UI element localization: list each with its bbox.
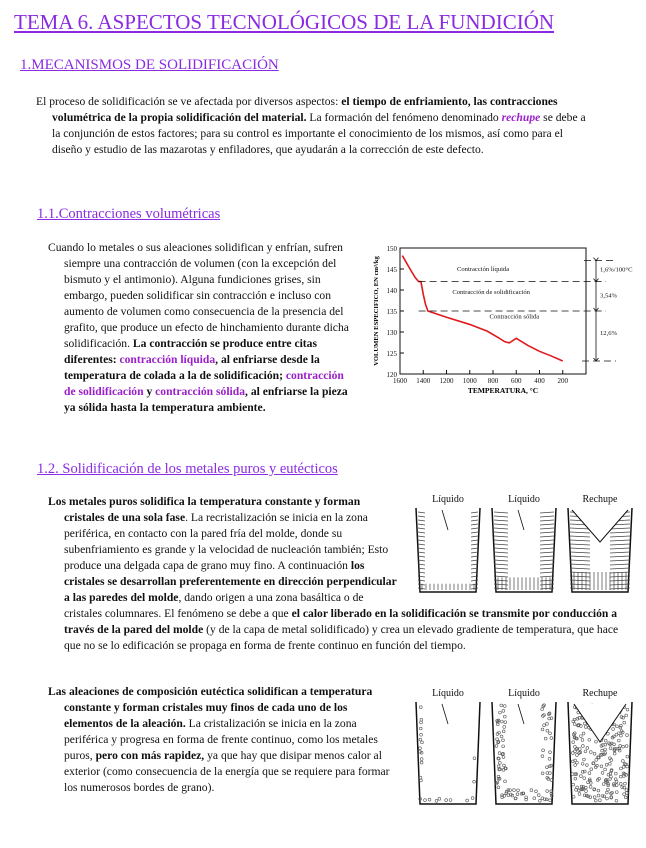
- eutectic-text-2: ya que hay que disipar menos calor al exterior (como consecuencia de la energía que se requiere para formar los numerosos bordes de grano).: [64, 749, 390, 794]
- figure-label: Rechupe: [582, 688, 618, 699]
- intro-end: se debe a la conjunción de estos factores; para su control es importante el conocimiento de los mismos, así como para el diseño y estudio de las mazarotas y enfiladores, que ayudarán a la corrección de este defecto.: [52, 111, 586, 156]
- float-spacer: [398, 494, 634, 598]
- contracciones-bold-2: , al enfriarse desde la temperatura de colada a la de solidificación;: [64, 353, 320, 382]
- eutectic-bold-1: Las aleaciones de composición eutéctica solidifican a temperatura constante y forman cristales muy finos de cada uno de los elementos de la aleación.: [48, 685, 373, 730]
- y-tick-label: 125: [386, 350, 397, 358]
- section-heading-solidificacion: 1.2. Solidificación de los metales puros y eutécticos: [37, 461, 338, 477]
- pure-metals-bold-1: Los metales puros solidifica la temperatura constante y forman cristales de una sola fase: [48, 495, 361, 524]
- pure-metals-text-2: , dando origen a una zona basáltica o de cristales columnares. El fenómeno se debe a que: [64, 591, 364, 620]
- section-heading-mecanismos: 1.MECANISMOS DE SOLIDIFICACIÓN: [20, 57, 279, 73]
- y-tick-label: 135: [386, 308, 397, 316]
- y-tick-label: 140: [386, 287, 397, 295]
- annotation-percent-solidification: 3,54%: [600, 292, 618, 300]
- x-tick-label: 1200: [439, 377, 454, 385]
- annotation-liquid: Contracción líquida: [456, 266, 510, 274]
- pure-metals-paragraph: [48, 494, 634, 654]
- pure-metals-bold-2: los cristales se desarrollan preferentemente en dirección perpendicular a las paredes del molde: [64, 559, 397, 604]
- eutectic-paragraph: [48, 684, 634, 814]
- figure-label: Líquido: [508, 688, 540, 699]
- x-tick-label: 200: [557, 377, 568, 385]
- x-tick-label: 600: [511, 377, 522, 385]
- volume-temperature-chart: [364, 240, 636, 406]
- y-axis-label: VOLUMEN ESPECIFICO, EN cm³/kg: [373, 256, 380, 366]
- y-tick-label: 120: [386, 371, 397, 379]
- eutectic-bold-2: pero con más rapidez,: [95, 749, 205, 762]
- annotation-percent-solid: 12,6%: [600, 329, 618, 337]
- contracciones-bold-4: , al enfriarse la pieza ya sólida hasta la temperatura ambiente.: [64, 385, 348, 414]
- figure-label: Líquido: [432, 494, 464, 505]
- rechupe-term: rechupe: [501, 111, 541, 124]
- section-heading-contracciones: 1.1.Contracciones volumétricas: [37, 206, 221, 222]
- y-tick-label: 130: [386, 329, 397, 337]
- annotation-solid: Contracción sólida: [489, 313, 540, 321]
- contracciones-bold-3: y: [143, 385, 156, 398]
- figure-label: Rechupe: [582, 494, 618, 505]
- pure-metals-text-1: . La recristalización se inicia en la zona periférica, en contacto con la pared fría del molde, donde su subenfriamiento es grande y la velocidad de nucleación también; Esto produce una delgada capa de grano muy fino. A continuación: [64, 511, 389, 572]
- term-contraccion-solidificacion: contracción de solidificación: [64, 369, 344, 398]
- y-tick-label: 150: [386, 245, 397, 253]
- y-tick-label: 145: [386, 266, 397, 274]
- eutectic-text-1: La cristalización se inicia en la zona periférica y progresa en forma de frente continuo, como los metales puros,: [64, 717, 378, 762]
- page-title: TEMA 6. ASPECTOS TECNOLÓGICOS DE LA FUNDICIÓN: [14, 10, 555, 34]
- contracciones-text: Cuando lo metales o sus aleaciones solidifican y enfrían, sufren siempre una contracción de volumen (con la excepción del bismuto y el antimonio). Alguna fundiciones grises, sin embargo, pueden solidificar sin contracción e incluso con aumento de volumen como consecuencia de la presencia del grafito, que produce un efecto de hinchamiento durante dicha solidificación.: [48, 241, 349, 350]
- intro-mid: La formación del fenómeno denominado: [306, 111, 502, 124]
- annotation-solidification: Contracción de solidificación: [452, 288, 530, 296]
- x-axis-label: TEMPERATURA, °C: [467, 386, 539, 395]
- x-tick-label: 400: [534, 377, 545, 385]
- x-tick-label: 800: [487, 377, 499, 385]
- pure-metals-text-3: (y de la capa de metal solidificado) y crea un elevado gradiente de temperatura, que hace que no se lo edificación se propaga en forma de frente continuo en función del tiempo.: [64, 623, 619, 652]
- intro-paragraph: [36, 94, 594, 158]
- intro-bold: el tiempo de enfriamiento, las contracciones volumétrica de la propia solidificación del material.: [52, 95, 558, 124]
- pure-metals-bold-3: el calor liberado en la solidificación se transmite por conducción a través de la pared del molde: [64, 607, 618, 636]
- intro-text: El proceso de solidificación se ve afectada por diversos aspectos:: [36, 95, 342, 108]
- contracciones-bold-1: La contracción se produce entre citas diferentes:: [64, 337, 317, 366]
- term-contraccion-liquida: contracción líquida: [119, 353, 216, 366]
- x-tick-label: 1600: [393, 377, 407, 385]
- figure-label: Líquido: [432, 688, 464, 699]
- x-tick-label: 1000: [462, 377, 477, 385]
- float-spacer: [398, 684, 634, 814]
- x-tick-label: 1400: [416, 377, 431, 385]
- term-contraccion-solida: contracción sólida: [155, 385, 246, 398]
- annotation-percent-liquid: 1,6%/100°C: [600, 266, 633, 274]
- figure-label: Líquido: [508, 494, 540, 505]
